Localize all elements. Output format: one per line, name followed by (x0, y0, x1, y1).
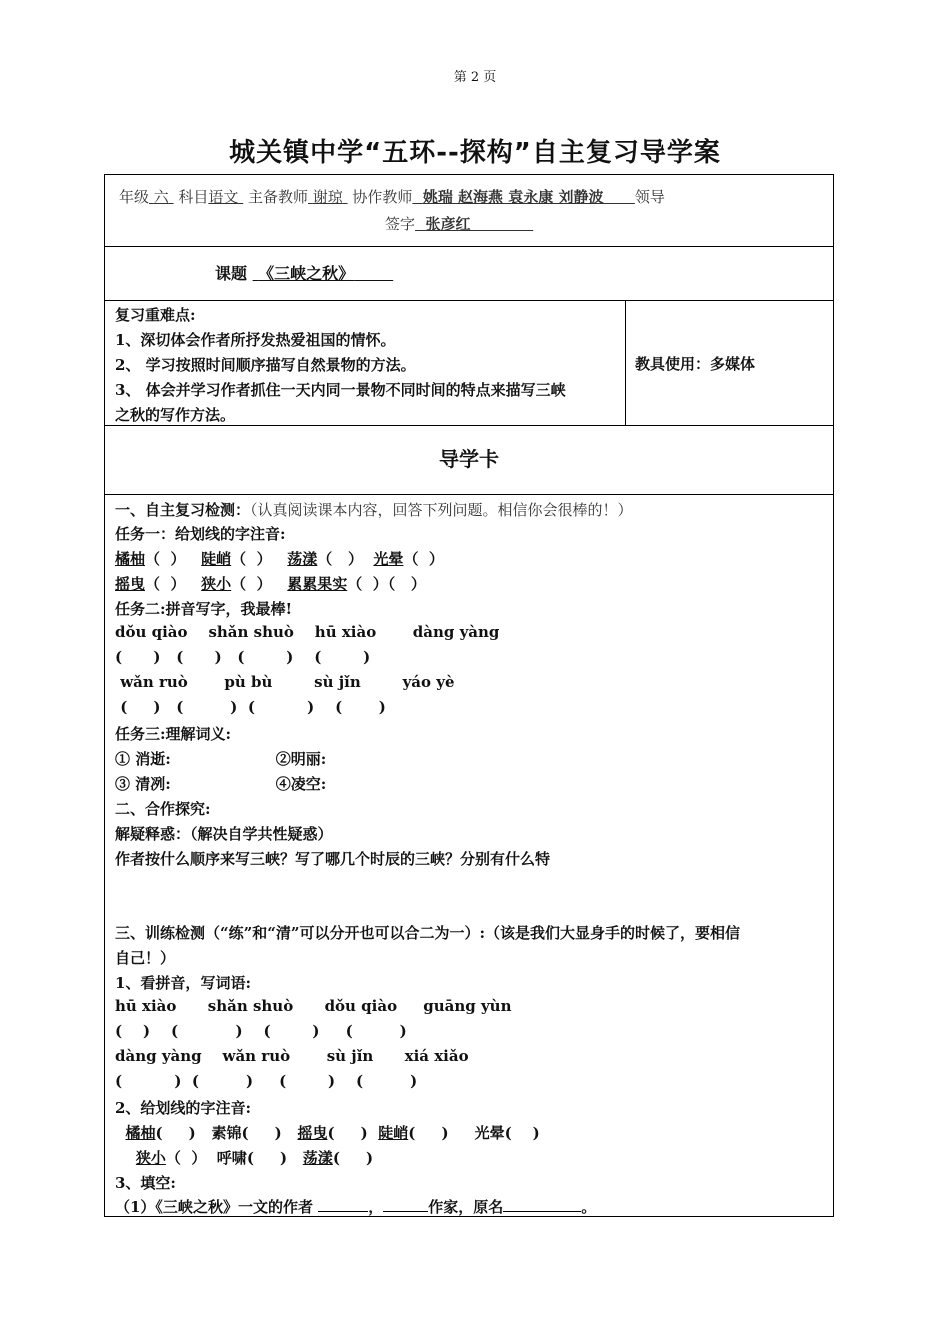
signer-value: 张彦红 (425, 215, 471, 233)
task2-brackets-row2: ( ) ( ) ( ) ( ) (115, 698, 386, 716)
q3-fill-line: （1）《三峡之秋》一文的作者 ， 作家，原名 。 (115, 1195, 596, 1217)
task2-title: 任务二:拼音写字，我最棒! (115, 600, 293, 618)
q3-title: 3、填空: (115, 1174, 176, 1192)
section3-heading: 三、训练检测（“练”和“清”可以分开也可以合二为一）:（该是我们大显身手的时候了，要相信 (115, 924, 741, 942)
row-divider (105, 494, 833, 495)
task1-row1: 橘柚（ ） 陡峭（ ） 荡漾（ ） 光晕（ ） (115, 550, 444, 568)
task3-row1: ① 消逝: ②明丽: (115, 750, 327, 768)
section3-heading-cont: 自己！） (115, 949, 176, 967)
row-divider (105, 300, 833, 301)
q2-title: 2、给划线的字注音: (115, 1099, 251, 1117)
task2-brackets-row1: ( ) ( ) ( ) ( ) (115, 648, 371, 666)
q1-pinyin-row2: dàng yàng wǎn ruò sù jǐn xiá xiǎo (115, 1047, 469, 1065)
task1-row2: 摇曳（ ） 狭小（ ） 累累果实（ ）（ ） (115, 575, 426, 593)
review-points (115, 303, 620, 428)
review-point: 之秋的写作方法。 (115, 406, 236, 424)
section2-heading: 二、合作探究: (115, 800, 211, 818)
grade-label: 年级 (119, 188, 150, 206)
q1-title: 1、看拼音，写词语: (115, 974, 251, 992)
page-title: 城关镇中学“五环--探构”自主复习导学案 (229, 138, 721, 168)
task3-title: 任务三:理解词义: (115, 725, 232, 743)
main-teacher-label: 主备教师 (247, 188, 308, 206)
co-teacher-value: 姚瑞 赵海燕 袁永康 刘静波 (422, 188, 604, 206)
q1-pinyin-row1: hū xiào shǎn shuò dǒu qiào guāng yùn (115, 997, 512, 1015)
main-teacher-value: 谢琼 (312, 188, 343, 206)
q2-row1: 橘柚( ) 素锦( ) 摇曳( ) 陡峭( ) 光晕( ) (125, 1124, 540, 1142)
task2-pinyin-row1: dǒu qiào shǎn shuò hū xiào dàng yàng (115, 623, 500, 641)
card-title: 导学卡 (439, 447, 499, 471)
q1-brackets-row2: ( ) ( ) ( ) ( ) (115, 1072, 418, 1090)
leader-label: 领导 (634, 188, 665, 206)
q2-row2: 狭小（ ） 呼啸( ) 荡漾( ) (135, 1149, 374, 1167)
task3-row2: ③ 清冽: ④凌空: (115, 775, 327, 793)
answer-blank[interactable] (318, 1195, 368, 1212)
topic-value: 《三峡之秋》 (258, 264, 355, 283)
subject-value: 语文 (208, 188, 239, 206)
co-teacher-label: 协作教师 (352, 188, 413, 206)
review-point: 2、 学习按照时间顺序描写自然景物的方法。 (115, 356, 416, 374)
task2-pinyin-row2: wǎn ruò pù bù sù jǐn yáo yè (120, 673, 455, 691)
signature-line (385, 212, 533, 236)
answer-blank[interactable] (503, 1195, 581, 1212)
task1-title: 任务一：给划线的字注音: (115, 525, 286, 543)
row-divider (105, 246, 833, 247)
section2-question: 作者按什么顺序来写三峡？写了哪几个时辰的三峡？分别有什么特 (115, 850, 551, 868)
column-divider (625, 300, 626, 425)
sign-label: 签字 (385, 215, 416, 233)
header-info (119, 185, 819, 209)
review-point: 3、 体会并学习作者抓住一天内同一景物不同时间的特点来描写三峡 (115, 381, 566, 399)
q1-brackets-row1: ( ) ( ) ( ) ( ) (115, 1022, 407, 1040)
section1-heading: 一、自主复习检测：（认真阅读课本内容，回答下列问题。相信你会很棒的！） (115, 501, 633, 519)
tools-used: 教具使用：多媒体 (635, 355, 756, 373)
worksheet-table (104, 174, 834, 1217)
section2-sub: 解疑释惑：（解决自学共性疑惑） (115, 825, 333, 843)
grade-value: 六 (153, 188, 169, 206)
review-heading: 复习重难点: (115, 306, 196, 324)
subject-label: 科目 (178, 188, 209, 206)
topic-label: 课题 (215, 264, 248, 283)
topic (215, 262, 393, 286)
page-number: 第 2 页 (453, 70, 497, 85)
answer-blank[interactable] (383, 1195, 428, 1212)
review-point: 1、深切体会作者所抒发热爱祖国的情怀。 (115, 331, 396, 349)
